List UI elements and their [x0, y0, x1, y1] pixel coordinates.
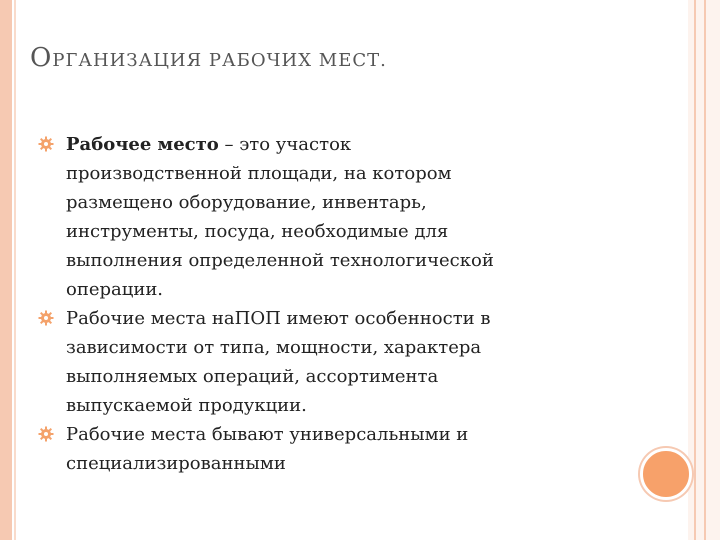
item-text: – это участок [218, 134, 352, 155]
item-line: выпускаемой продукции. [66, 395, 307, 416]
item-line: размещено оборудование, инвентарь, [66, 192, 427, 213]
item-line: Рабочие места бывают универсальными и [66, 424, 469, 445]
item-line [66, 130, 636, 159]
left-frame-line [14, 0, 16, 540]
bullet-list [46, 130, 636, 478]
title-rest: РГАНИЗАЦИЯ РАБОЧИХ МЕСТ. [52, 50, 387, 71]
item-line: производственной площади, на котором [66, 163, 452, 184]
decorative-circle [640, 448, 692, 500]
item-line: выполнения определенной технологической [66, 250, 494, 271]
left-frame-band [0, 0, 12, 540]
item-line: выполняемых операций, ассортимента [66, 366, 439, 387]
gear-icon [38, 136, 54, 152]
list-item [46, 420, 636, 478]
slide-title [30, 40, 650, 79]
title-first-letter: О [30, 43, 53, 73]
gear-icon [38, 310, 54, 326]
item-term: Рабочее место [66, 134, 219, 155]
right-frame-line [694, 0, 696, 540]
right-frame-line [704, 0, 706, 540]
item-line: Рабочие места наПОП имеют особенности в [66, 308, 491, 329]
item-line: инструменты, посуда, необходимые для [66, 221, 449, 242]
item-line: зависимости от типа, мощности, характера [66, 337, 482, 358]
item-line: операции. [66, 279, 164, 300]
gear-icon [38, 426, 54, 442]
list-item [46, 130, 636, 304]
item-line: специализированными [66, 453, 286, 474]
list-item [46, 304, 636, 420]
